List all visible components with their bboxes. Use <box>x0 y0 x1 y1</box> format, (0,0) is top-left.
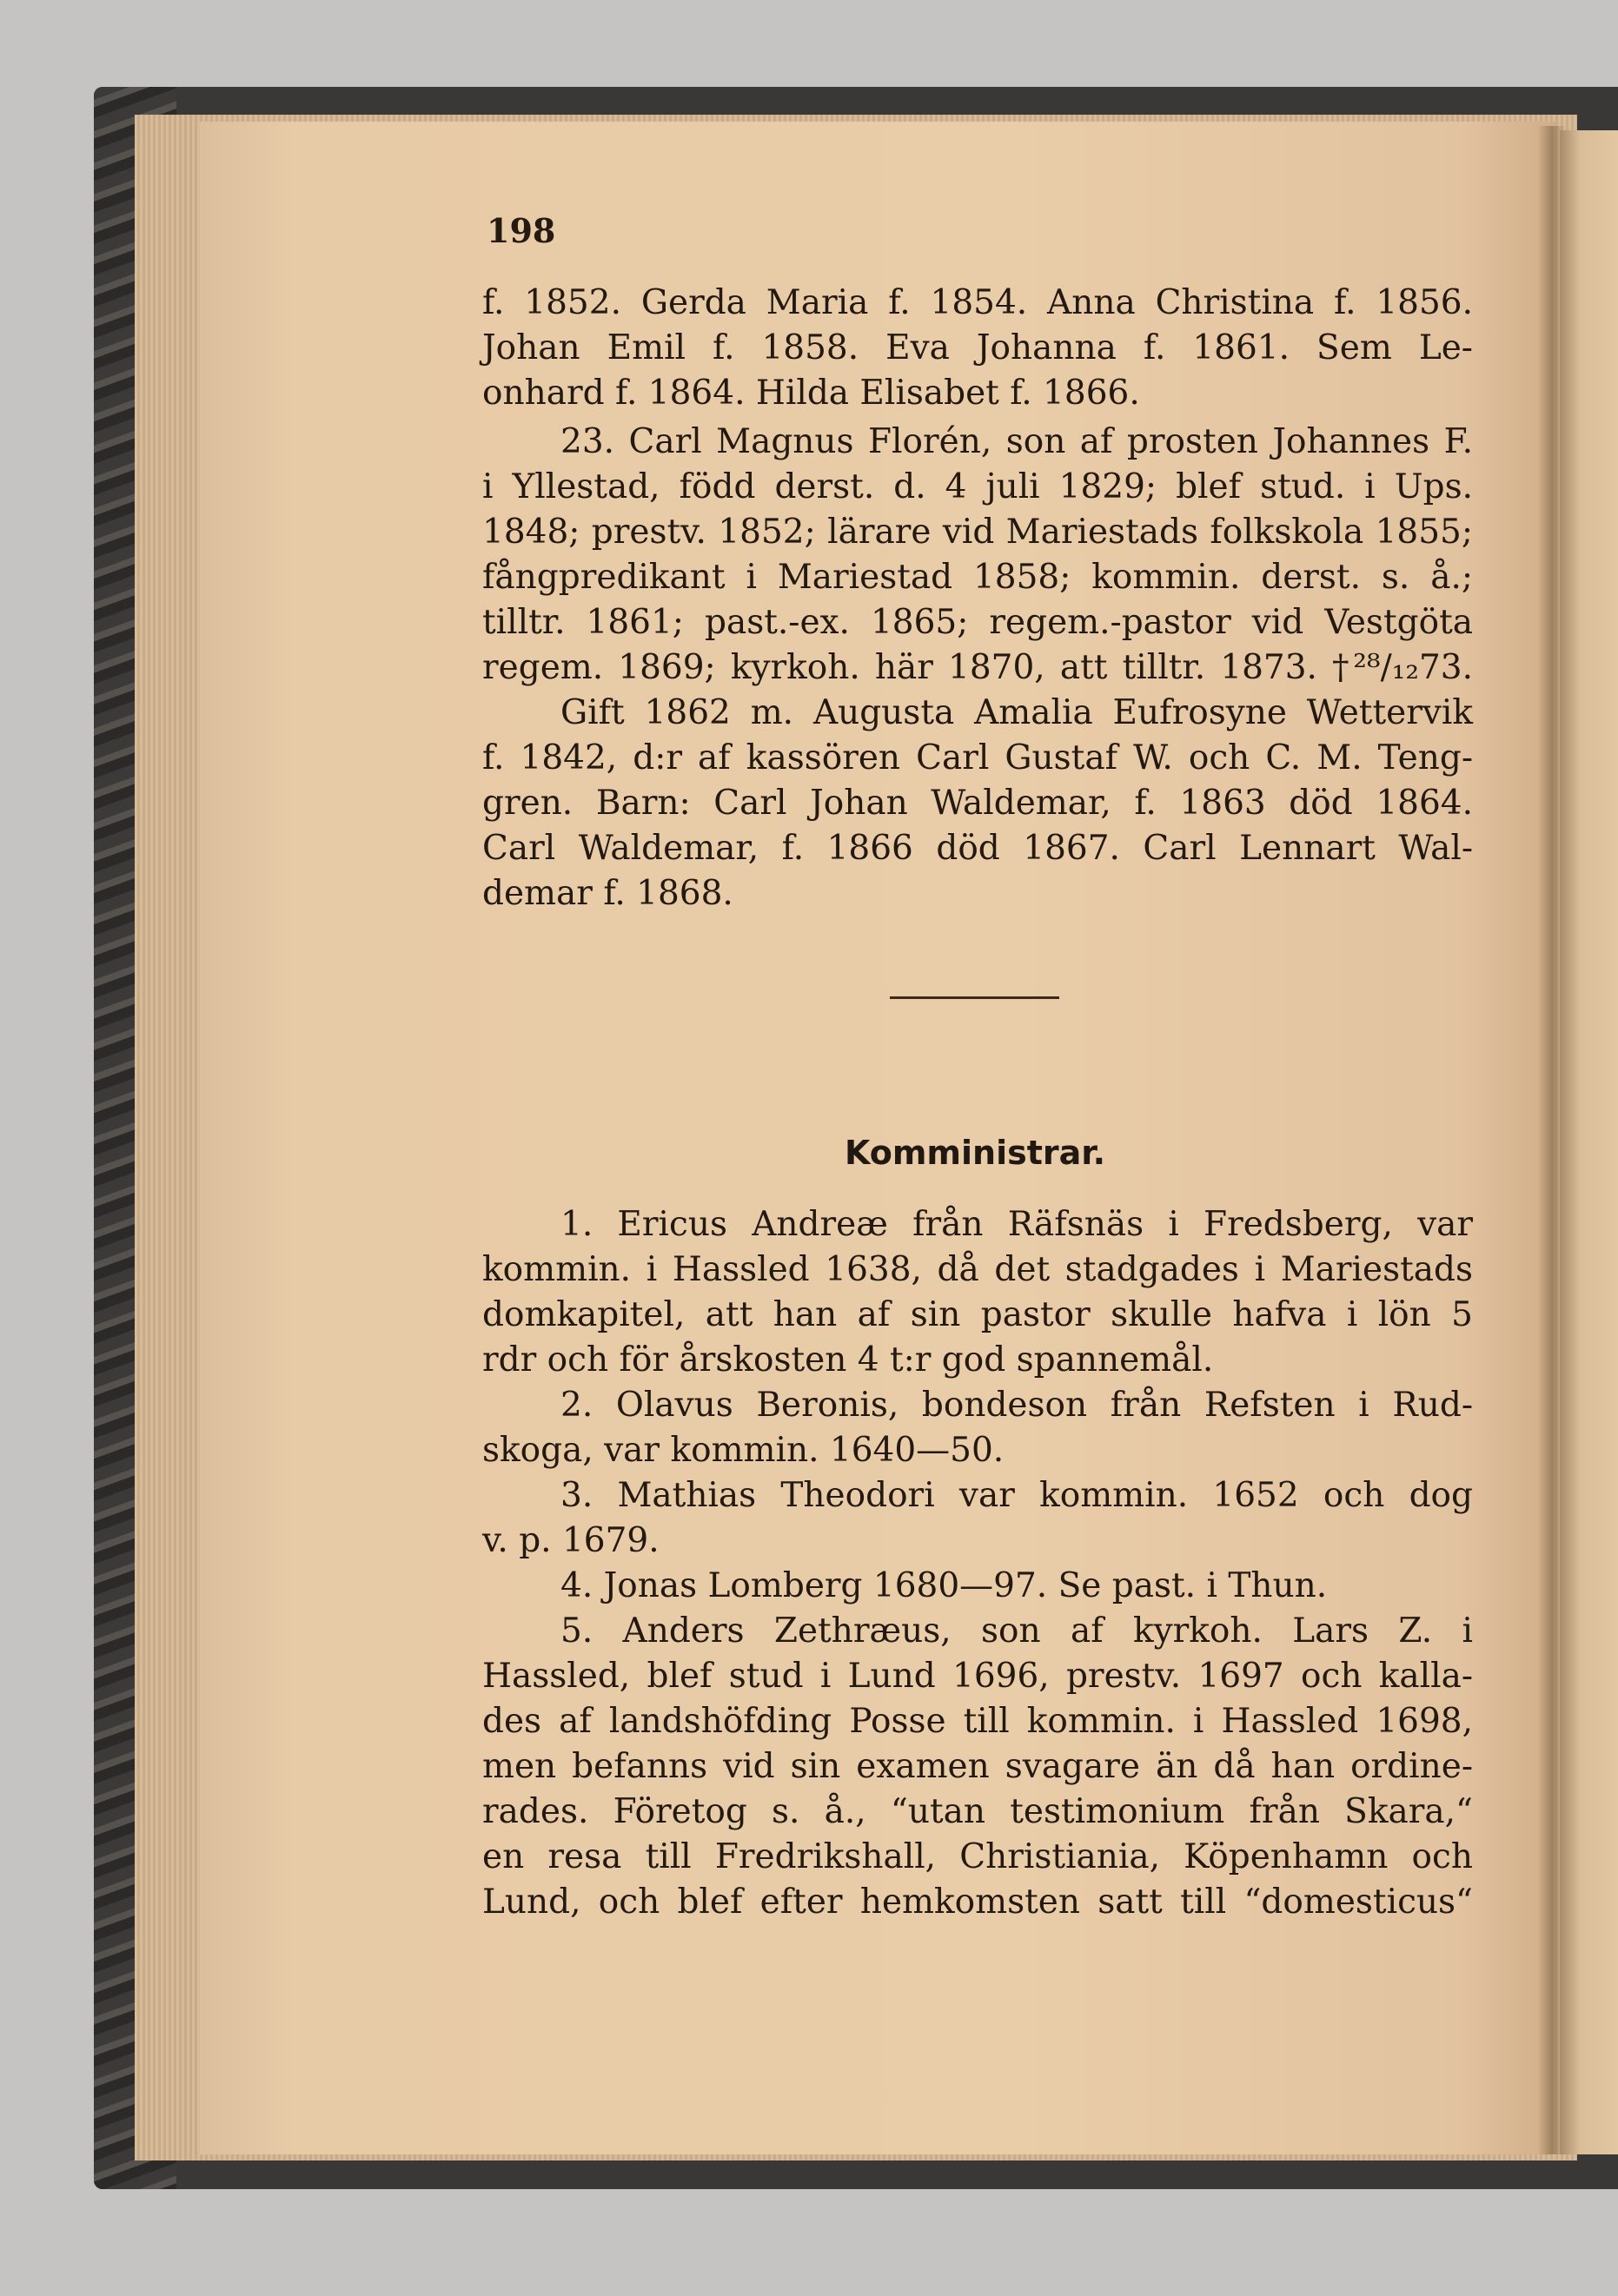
text-line: 1848; prestv. 1852; lärare vid Mariestads folkskola 1855; <box>482 513 1473 552</box>
text-line: 5. Anders Zethræus, son af kyrkoh. Lars Z. i <box>560 1611 1473 1651</box>
text-line: skoga, var kommin. 1640—50. <box>482 1431 1005 1470</box>
text-block-family <box>482 281 1473 416</box>
text-line: Carl Waldemar, f. 1866 död 1867. Carl Lennart Wal- <box>482 829 1473 868</box>
text-block-entry-23 <box>482 420 1473 916</box>
text-line: kommin. i Hassled 1638, då det stadgades i Mariestads <box>482 1250 1473 1289</box>
text-line: domkapitel, att han af sin pastor skulle hafva i lön 5 <box>482 1295 1473 1334</box>
text-line: en resa till Fredrikshall, Christiania, Köpenhamn och <box>482 1837 1473 1876</box>
text-line: Johan Emil f. 1858. Eva Johanna f. 1861. Sem Le- <box>482 328 1473 367</box>
text-line: rades. Företog s. å., “utan testimonium från Skara,“ <box>482 1792 1473 1831</box>
text-line: fångpredikant i Mariestad 1858; kommin. derst. s. å.; <box>482 558 1473 597</box>
text-line: men befanns vid sin examen svagare än då han ordine- <box>482 1747 1473 1786</box>
page-number: 198 <box>487 211 556 250</box>
text-line: onhard f. 1864. Hilda Elisabet f. 1866. <box>482 374 1140 413</box>
text-line: tilltr. 1861; past.-ex. 1865; regem.-pastor vid Vestgöta <box>482 603 1473 642</box>
text-line: gren. Barn: Carl Johan Waldemar, f. 1863 död 1864. <box>482 784 1473 823</box>
text-line: f. 1852. Gerda Maria f. 1854. Anna Christina f. 1856. <box>482 283 1473 322</box>
text-line: regem. 1869; kyrkoh. här 1870, att tilltr. 1873. †²⁸/₁₂73. <box>482 648 1473 687</box>
text-line: demar f. 1868. <box>482 874 733 913</box>
text-line: f. 1842, d:r af kassören Carl Gustaf W. och C. M. Teng- <box>482 738 1473 777</box>
text-line: v. p. 1679. <box>482 1521 660 1560</box>
text-line: Gift 1862 m. Augusta Amalia Eufrosyne Wettervik <box>560 693 1473 732</box>
text-line: des af landshöfding Posse till kommin. i Hassled 1698, <box>482 1702 1473 1741</box>
facing-page-edge <box>1560 130 1618 2154</box>
section-heading: Komministrar. <box>844 1134 1106 1172</box>
text-block-komministrar <box>482 1202 1473 1925</box>
text-line: Hassled, blef stud i Lund 1696, prestv. 1697 och kalla- <box>482 1657 1473 1696</box>
section-divider <box>890 996 1059 999</box>
text-line: rdr och för årskosten 4 t:r god spannemål. <box>482 1340 1214 1380</box>
text-line: Lund, och blef efter hemkomsten satt till “domesticus“ <box>482 1882 1473 1922</box>
text-line: 4. Jonas Lomberg 1680—97. Se past. i Thun. <box>560 1566 1328 1605</box>
text-line: 23. Carl Magnus Florén, son af prosten Johannes F. <box>560 422 1473 461</box>
text-line: i Yllestad, född derst. d. 4 juli 1829; blef stud. i Ups. <box>482 467 1473 506</box>
text-line: 2. Olavus Beronis, bondeson från Refsten i Rud- <box>560 1386 1473 1425</box>
text-line: 1. Ericus Andreæ från Räfsnäs i Fredsberg, var <box>560 1205 1473 1244</box>
text-line: 3. Mathias Theodori var kommin. 1652 och dog <box>560 1476 1473 1515</box>
